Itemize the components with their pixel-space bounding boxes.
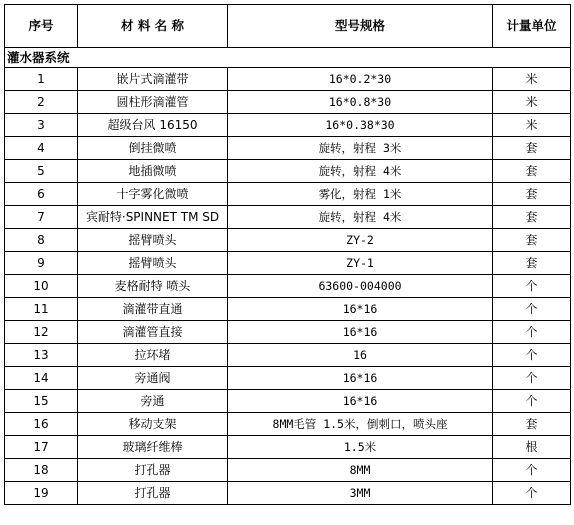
cell-name: 超级台风 16150 xyxy=(78,114,228,137)
table-row xyxy=(5,137,571,160)
table-row xyxy=(5,275,571,298)
cell-spec: 63600-004000 xyxy=(228,275,493,298)
cell-seq: 19 xyxy=(5,482,78,505)
cell-seq: 13 xyxy=(5,344,78,367)
table-row xyxy=(5,298,571,321)
table-row xyxy=(5,91,571,114)
cell-spec: 16*16 xyxy=(228,390,493,413)
table-row xyxy=(5,321,571,344)
cell-spec: 雾化，射程 1米 xyxy=(228,183,493,206)
cell-name: 地插微喷 xyxy=(78,160,228,183)
cell-name: 宾耐特·SPINNET TM SD xyxy=(78,206,228,229)
cell-spec: 8MM毛管 1.5米，倒刺口，喷头座 xyxy=(228,413,493,436)
table-row xyxy=(5,183,571,206)
cell-name: 麦格耐特 喷头 xyxy=(78,275,228,298)
cell-unit: 套 xyxy=(493,160,571,183)
cell-name: 滴灌管直接 xyxy=(78,321,228,344)
cell-seq: 6 xyxy=(5,183,78,206)
table-row xyxy=(5,160,571,183)
cell-seq: 16 xyxy=(5,413,78,436)
cell-name: 圆柱形滴灌管 xyxy=(78,91,228,114)
cell-unit: 米 xyxy=(493,114,571,137)
cell-seq: 3 xyxy=(5,114,78,137)
cell-spec: 16*16 xyxy=(228,321,493,344)
cell-name: 嵌片式滴灌带 xyxy=(78,68,228,91)
cell-spec: 旋转，射程 4米 xyxy=(228,206,493,229)
cell-seq: 2 xyxy=(5,91,78,114)
cell-name: 打孔器 xyxy=(78,459,228,482)
cell-name: 摇臂喷头 xyxy=(78,252,228,275)
cell-unit: 个 xyxy=(493,459,571,482)
cell-spec: 3MM xyxy=(228,482,493,505)
cell-unit: 个 xyxy=(493,367,571,390)
cell-spec: 1.5米 xyxy=(228,436,493,459)
table-row xyxy=(5,436,571,459)
cell-spec: 16*0.2*30 xyxy=(228,68,493,91)
cell-unit: 个 xyxy=(493,482,571,505)
cell-spec: ZY-2 xyxy=(228,229,493,252)
cell-seq: 4 xyxy=(5,137,78,160)
cell-seq: 8 xyxy=(5,229,78,252)
header-spec: 型号规格 xyxy=(228,5,493,48)
cell-unit: 根 xyxy=(493,436,571,459)
cell-spec: 16 xyxy=(228,344,493,367)
cell-name: 移动支架 xyxy=(78,413,228,436)
cell-spec: 16*16 xyxy=(228,298,493,321)
table-row xyxy=(5,390,571,413)
table-row xyxy=(5,206,571,229)
cell-unit: 个 xyxy=(493,390,571,413)
cell-unit: 套 xyxy=(493,183,571,206)
cell-unit: 个 xyxy=(493,298,571,321)
cell-unit: 个 xyxy=(493,344,571,367)
cell-spec: 16*0.38*30 xyxy=(228,114,493,137)
cell-unit: 个 xyxy=(493,321,571,344)
header-row xyxy=(5,5,571,48)
table-row xyxy=(5,68,571,91)
table-row xyxy=(5,482,571,505)
cell-seq: 7 xyxy=(5,206,78,229)
cell-unit: 套 xyxy=(493,137,571,160)
cell-spec: ZY-1 xyxy=(228,252,493,275)
cell-spec: 16*0.8*30 xyxy=(228,91,493,114)
cell-seq: 10 xyxy=(5,275,78,298)
cell-name: 十字雾化微喷 xyxy=(78,183,228,206)
cell-spec: 旋转，射程 3米 xyxy=(228,137,493,160)
cell-seq: 9 xyxy=(5,252,78,275)
table-row xyxy=(5,413,571,436)
cell-name: 旁通阀 xyxy=(78,367,228,390)
cell-name: 滴灌带直通 xyxy=(78,298,228,321)
cell-unit: 套 xyxy=(493,206,571,229)
cell-seq: 17 xyxy=(5,436,78,459)
cell-unit: 米 xyxy=(493,68,571,91)
cell-unit: 套 xyxy=(493,413,571,436)
cell-name: 拉环堵 xyxy=(78,344,228,367)
cell-spec: 16*16 xyxy=(228,367,493,390)
cell-unit: 套 xyxy=(493,229,571,252)
header-name: 材 料 名 称 xyxy=(78,5,228,48)
cell-seq: 12 xyxy=(5,321,78,344)
cell-spec: 旋转，射程 4米 xyxy=(228,160,493,183)
cell-seq: 1 xyxy=(5,68,78,91)
cell-seq: 5 xyxy=(5,160,78,183)
cell-name: 旁通 xyxy=(78,390,228,413)
table-row xyxy=(5,229,571,252)
materials-table xyxy=(4,4,571,505)
cell-seq: 15 xyxy=(5,390,78,413)
cell-name: 打孔器 xyxy=(78,482,228,505)
cell-spec: 8MM xyxy=(228,459,493,482)
cell-seq: 11 xyxy=(5,298,78,321)
cell-unit: 米 xyxy=(493,91,571,114)
table-row xyxy=(5,344,571,367)
cell-unit: 套 xyxy=(493,252,571,275)
header-unit: 计量单位 xyxy=(493,5,571,48)
section-row xyxy=(5,48,571,68)
table-row xyxy=(5,252,571,275)
table-row xyxy=(5,459,571,482)
header-seq: 序号 xyxy=(5,5,78,48)
cell-name: 摇臂喷头 xyxy=(78,229,228,252)
section-title: 灌水器系统 xyxy=(5,48,571,68)
table-row xyxy=(5,367,571,390)
cell-name: 倒挂微喷 xyxy=(78,137,228,160)
cell-unit: 个 xyxy=(493,275,571,298)
table-row xyxy=(5,114,571,137)
cell-seq: 18 xyxy=(5,459,78,482)
cell-name: 玻璃纤维棒 xyxy=(78,436,228,459)
cell-seq: 14 xyxy=(5,367,78,390)
